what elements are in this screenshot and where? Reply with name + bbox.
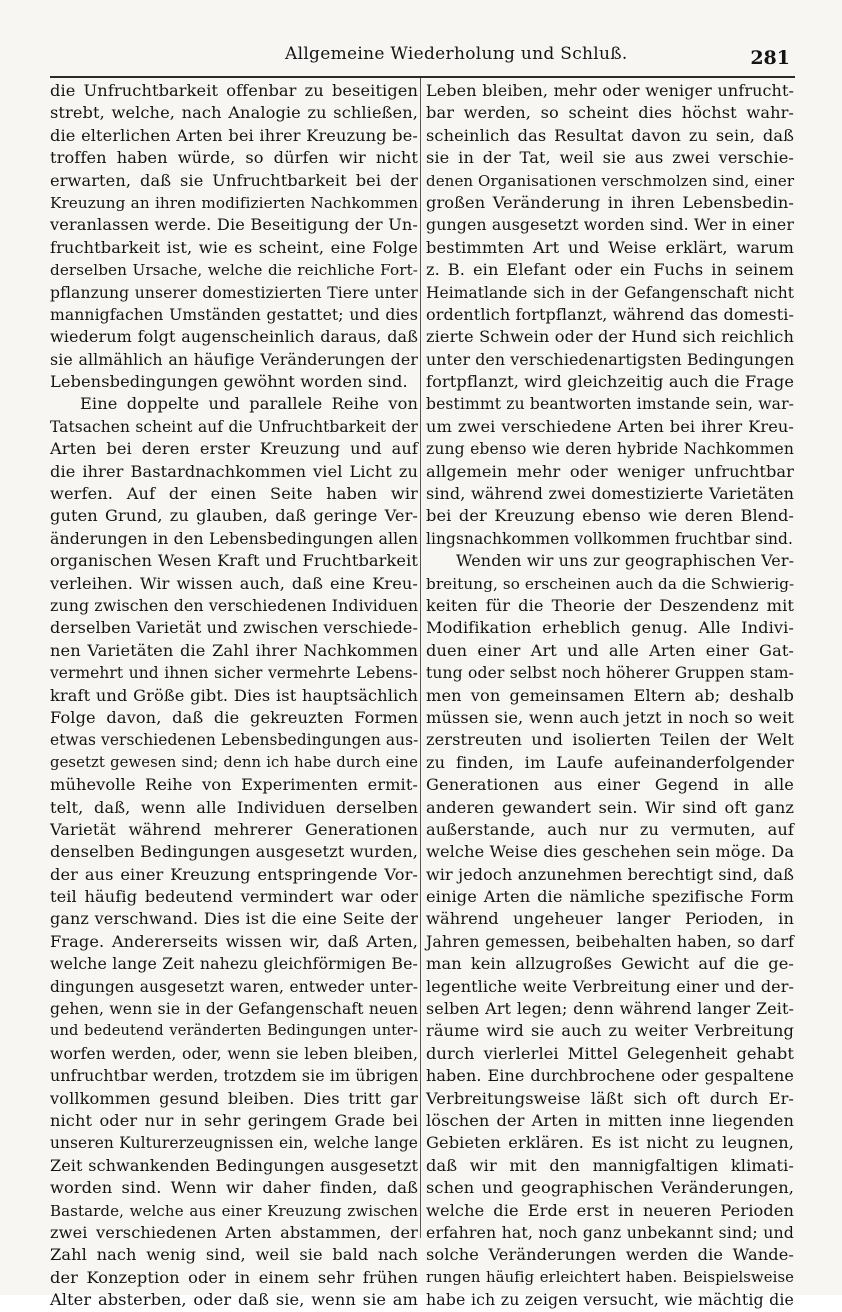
text-line: Folge davon, daß die gekreuzten Formen	[50, 707, 418, 727]
column-divider	[420, 78, 421, 1238]
text-line: haben. Eine durchbrochene oder gespaltene	[426, 1066, 794, 1086]
text-line: erfahren hat, noch ganz unbekannt sind; und	[426, 1222, 794, 1242]
text-line: zierte Schwein oder der Hund sich reichlich	[426, 327, 794, 347]
text-line: worfen werden, oder, wenn sie leben bleiben,	[50, 1044, 418, 1063]
text-line: rungen häufig erleichtert haben. Beispielsweise	[426, 1268, 794, 1286]
text-line: welche Weise dies geschehen sein möge. Da	[426, 842, 795, 862]
text-line: schen und geographischen Veränderungen,	[426, 1178, 794, 1198]
text-line: Wenden wir uns zur geographischen Ver-	[456, 551, 795, 571]
text-line: man kein allzugroßes Gewicht auf die ge-	[426, 954, 794, 974]
text-line: derselben Ursache, welche die reichliche Fort-	[50, 261, 418, 280]
text-line: Generationen aus einer Gegend in alle	[426, 775, 794, 795]
text-line: lingsnachkommen vollkommen fruchtbar sind.	[426, 529, 793, 548]
text-line: worden sind. Wenn wir daher finden, daß	[50, 1178, 418, 1198]
text-line: vollkommen gesund bleiben. Dies tritt gar	[50, 1088, 418, 1108]
left-text-column	[50, 80, 418, 1311]
text-line: gehen, wenn sie in der Gefangenschaft neuen	[50, 1000, 418, 1019]
text-line: bei der Kreuzung ebenso wie deren Blend-	[426, 506, 794, 526]
text-line: selben Art legen; denn während langer Zeit-	[426, 999, 794, 1019]
text-line: Jahren gemessen, beibehalten haben, so darf	[426, 931, 794, 951]
text-line: Eine doppelte und parallele Reihe von	[80, 394, 418, 414]
page-number: 281	[750, 47, 790, 69]
header-rule	[50, 76, 795, 78]
text-line: löschen der Arten in mitten inne liegenden	[426, 1110, 794, 1130]
text-line: durch vierlerlei Mittel Gelegenheit gehabt	[426, 1043, 794, 1063]
text-line: ordentlich fortpflanzt, während das domesti-	[426, 304, 794, 324]
text-line: Kreuzung an ihren modifizierten Nachkommen	[50, 193, 418, 212]
text-line: Alter absterben, oder daß sie, wenn sie am	[50, 1290, 418, 1310]
text-line: unter den verschiedenartigsten Bedingungen	[426, 349, 795, 369]
text-line: zung zwischen den verschiedenen Individuen	[50, 595, 419, 615]
text-line: unfruchtbar werden, trotzdem sie im übrigen	[50, 1066, 419, 1086]
text-line: räume wird sie auch zu weiter Verbreitung	[426, 1021, 794, 1041]
text-line: unseren Kulturerzeugnissen ein, welche lange	[50, 1134, 418, 1153]
text-line: sie in der Tat, weil sie aus zwei verschie-	[426, 148, 794, 168]
text-line: denen Organisationen verschmolzen sind, einer	[426, 171, 795, 190]
text-line: großen Veränderung in ihren Lebensbedin-	[426, 192, 794, 212]
text-line: Leben bleiben, mehr oder weniger unfrucht-	[426, 81, 794, 100]
text-line: kraft und Größe gibt. Dies ist hauptsächlich	[50, 685, 418, 705]
text-line: verleihen. Wir wissen auch, daß eine Kreu-	[50, 573, 418, 593]
text-line: allgemein mehr oder weniger unfruchtbar	[426, 461, 794, 481]
text-line: strebt, welche, nach Analogie zu schließen,	[50, 103, 418, 123]
text-line: nicht oder nur in sehr geringem Grade bei	[50, 1110, 418, 1130]
text-line: sind, während zwei domestizierte Varietäten	[426, 484, 794, 504]
text-line: werfen. Auf der einen Seite haben wir	[50, 484, 418, 504]
text-line: duen einer Art und alle Arten einer Gat-	[426, 640, 794, 660]
text-line: sie allmählich an häufige Veränderungen der	[50, 349, 418, 369]
text-line: ganz verschwand. Dies ist die eine Seite der	[50, 909, 418, 929]
text-line: Heimatlande sich in der Gefangenschaft nicht	[426, 283, 794, 302]
text-line: bar werden, so scheint dies höchst wahr-	[426, 103, 794, 123]
text-line: zerstreuten und isolierten Teilen der Welt	[426, 730, 794, 750]
text-line: Gebieten erklären. Es ist nicht zu leugnen,	[426, 1133, 794, 1153]
text-line: der aus einer Kreuzung entspringende Vor-	[50, 864, 418, 884]
text-line: gesetzt gewesen sind; denn ich habe durch eine	[50, 753, 418, 771]
right-text-column	[426, 80, 794, 1311]
text-line: Modifikation erheblich genug. Alle Indivi-	[426, 618, 794, 638]
text-line: um zwei verschiedene Arten bei ihrer Kreu-	[426, 416, 794, 436]
running-head	[50, 44, 790, 72]
text-line: teil häufig bedeutend vermindert war oder	[50, 887, 418, 907]
text-line: mühevolle Reihe von Experimenten ermit-	[50, 775, 418, 795]
text-line: welche die Erde erst in neueren Perioden	[426, 1200, 794, 1220]
text-line: habe ich zu zeigen versucht, wie mächtig die	[426, 1290, 794, 1310]
text-line: wir jedoch anzunehmen berechtigt sind, daß	[426, 864, 794, 884]
text-line: breitung, so erscheinen auch da die Schwierig-	[426, 574, 795, 593]
text-line: änderungen in den Lebensbedingungen allen	[50, 528, 418, 548]
text-line: dingungen ausgesetzt waren, entweder unter-	[50, 977, 418, 996]
text-line: Verbreitungsweise läßt sich oft durch Er-	[426, 1088, 794, 1108]
text-line: guten Grund, zu glauben, daß geringe Ver-	[50, 506, 418, 526]
text-line: keiten für die Theorie der Deszendenz mit	[426, 595, 794, 615]
text-line: organischen Wesen Kraft und Fruchtbarkeit	[50, 551, 418, 571]
text-line: der Konzeption oder in einem sehr frühen	[50, 1267, 418, 1287]
text-line: wiederum folgt augenscheinlich daraus, daß	[50, 327, 418, 347]
text-line: etwas verschiedenen Lebensbedingungen aus-	[50, 731, 419, 750]
text-line: telt, daß, wenn alle Individuen derselben	[50, 797, 418, 817]
text-line: anderen gewandert sein. Wir sind oft ganz	[426, 797, 794, 817]
text-line: vermehrt und ihnen sicher vermehrte Lebens-	[50, 664, 418, 683]
text-line: fruchtbarkeit ist, wie es scheint, eine Folge	[50, 237, 418, 257]
text-line: welche lange Zeit nahezu gleichförmigen Be-	[50, 954, 418, 974]
text-line: z. B. ein Elefant oder ein Fuchs in seinem	[426, 260, 794, 280]
text-line: nen Varietäten die Zahl ihrer Nachkommen	[50, 640, 418, 660]
text-line: die elterlichen Arten bei ihrer Kreuzung be-	[50, 125, 418, 145]
text-line: men von gemeinsamen Eltern ab; deshalb	[426, 685, 794, 705]
text-line: bestimmt zu beantworten imstande sein, war-	[426, 395, 794, 414]
text-line: tung oder selbst noch höherer Gruppen stam-	[426, 664, 794, 683]
text-line: erwarten, daß sie Unfruchtbarkeit bei der	[50, 170, 418, 190]
text-line: bestimmten Art und Weise erklärt, warum	[426, 237, 794, 257]
text-line: denselben Bedingungen ausgesetzt wurden,	[50, 842, 418, 862]
text-line: außerstande, auch nur zu vermuten, auf	[426, 819, 794, 839]
text-line: müssen sie, wenn auch jetzt in noch so weit	[426, 707, 794, 727]
text-line: zu finden, im Laufe aufeinanderfolgender	[426, 752, 794, 772]
running-head-title: Allgemeine Wiederholung und Schluß.	[285, 44, 628, 64]
text-line: mannigfachen Umständen gestattet; und dies	[50, 305, 418, 324]
text-line: veranlassen werde. Die Beseitigung der Un-	[50, 215, 418, 235]
text-line: einige Arten die nämliche spezifische Form	[426, 887, 794, 907]
text-line: Frage. Andererseits wissen wir, daß Arten,	[50, 931, 418, 951]
text-line: legentliche weite Verbreitung einer und der-	[426, 976, 794, 996]
text-line: zung ebenso wie deren hybride Nachkommen	[426, 440, 794, 459]
text-line: die Unfruchtbarkeit offenbar zu beseitigen	[50, 81, 418, 100]
text-line: solche Veränderungen werden die Wande-	[426, 1245, 794, 1265]
text-line: die ihrer Bastardnachkommen viel Licht zu	[50, 461, 418, 481]
text-line: Zahl nach wenig sind, weil sie bald nach	[50, 1245, 418, 1265]
text-line: zwei verschiedenen Arten abstammen, der	[50, 1222, 418, 1242]
text-line: derselben Varietät und zwischen verschiede-	[50, 618, 418, 638]
text-line: Tatsachen scheint auf die Unfruchtbarkeit der	[50, 417, 418, 436]
text-line: und bedeutend veränderten Bedingungen unter-	[50, 1022, 418, 1040]
text-line: troffen haben würde, so dürfen wir nicht	[50, 148, 418, 168]
text-line: während ungeheuer langer Perioden, in	[426, 909, 794, 929]
text-line: Varietät während mehrerer Generationen	[50, 819, 418, 839]
text-line: gungen ausgesetzt worden sind. Wer in einer	[426, 215, 794, 235]
text-line: Bastarde, welche aus einer Kreuzung zwischen	[50, 1201, 418, 1220]
text-line: Lebensbedingungen gewöhnt worden sind.	[50, 372, 408, 392]
text-line: Zeit schwankenden Bedingungen ausgesetzt	[50, 1155, 418, 1175]
text-line: daß wir mit den mannigfaltigen klimati-	[426, 1155, 794, 1175]
text-line: pflanzung unserer domestizierten Tiere unter	[50, 283, 418, 302]
text-line: Arten bei deren erster Kreuzung und auf	[50, 439, 418, 459]
text-line: scheinlich das Resultat davon zu sein, daß	[426, 125, 794, 145]
text-line: fortpflanzt, wird gleichzeitig auch die Frage	[426, 372, 794, 392]
